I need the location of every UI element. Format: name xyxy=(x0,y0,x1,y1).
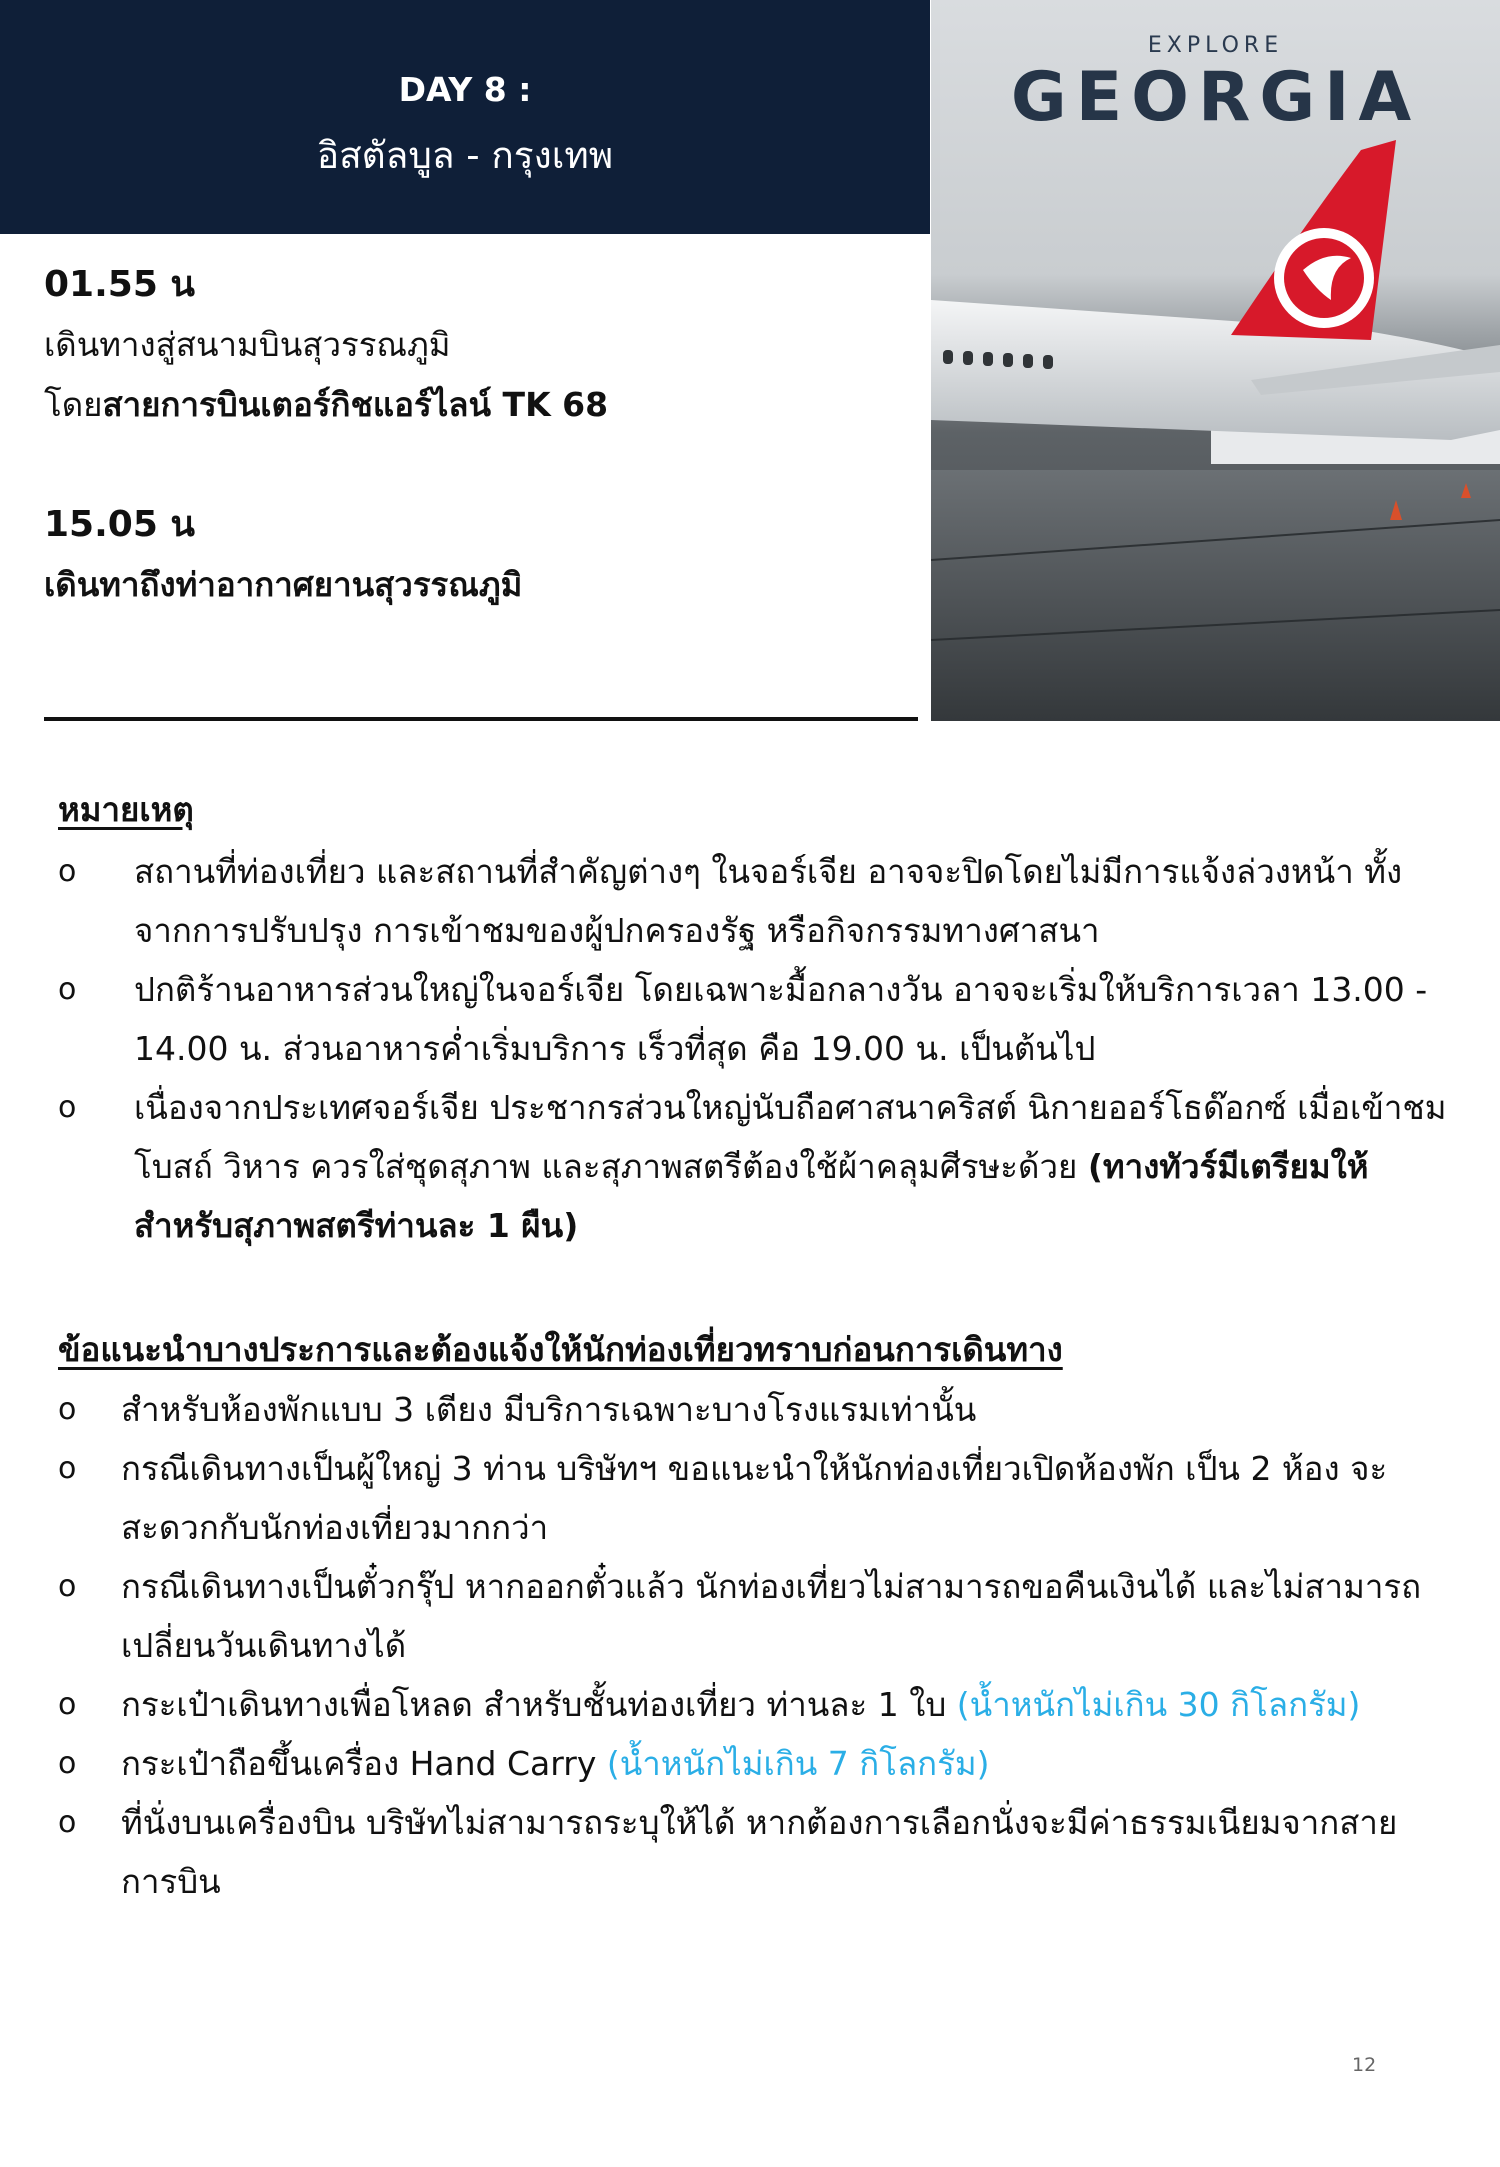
section-divider xyxy=(44,717,918,721)
tip-text: สำหรับห้องพักแบบ 3 เตียง มีบริการเฉพาะบางโรงแรมเท่านั้น xyxy=(121,1390,977,1429)
tip-text: กรณีเดินทางเป็นผู้ใหญ่ 3 ท่าน บริษัทฯ ขอแนะนำให้นักท่องเที่ยวเปิดห้องพัก เป็น 2 ห้อง จะสะดวกกับนักท่องเที่ยวมากกว่า xyxy=(121,1449,1388,1547)
tip-text: ที่นั่งบนเครื่องบิน บริษัทไม่สามารถระบุให้ได้ หากต้องการเลือกนั่งจะมีค่าธรรมเนียมจากสายการบิน xyxy=(121,1803,1398,1901)
bullet-circle-icon: o xyxy=(58,1451,77,1486)
schedule-text: เดินทาถึงท่าอากาศยานสุวรรณภูมิ xyxy=(44,565,523,604)
airline-name: สายการบินเตอร์กิชแอร์ไลน์ TK 68 xyxy=(102,385,609,424)
schedule-prefix: โดย xyxy=(44,385,103,424)
note-text: สถานที่ท่องเที่ยว และสถานที่สำคัญต่างๆ ในจอร์เจีย อาจจะปิดโดยไม่มีการแจ้งล่วงหน้า ทั้งจากการปรับปรุง การเข้าชมของผู้ปกครองรัฐ หรือกิจกรรมทางศาสนา xyxy=(134,852,1403,950)
list-item xyxy=(58,1557,1448,1675)
schedule-time: 15.05 น xyxy=(44,504,196,545)
list-item xyxy=(58,1439,1448,1557)
schedule-airline xyxy=(44,375,904,435)
tip-highlight: (น้ำหนักไม่เกิน 30 กิโลกรัม) xyxy=(956,1685,1361,1724)
tip-highlight: (น้ำหนักไม่เกิน 7 กิโลกรัม) xyxy=(606,1744,990,1783)
day-route: อิสตัลบูล - กรุงเทพ xyxy=(316,134,614,177)
list-item xyxy=(58,1734,1448,1793)
tip-text: กรณีเดินทางเป็นตั๋วกรุ๊ป หากออกตั๋วแล้ว นักท่องเที่ยวไม่สามารถขอคืนเงินได้ และไม่สามารถเปลี่ยนวันเดินทางได้ xyxy=(121,1567,1422,1665)
bullet-circle-icon: o xyxy=(58,972,77,1007)
schedule-text: เดินทางสู่สนามบินสุวรรณภูมิ xyxy=(44,325,451,364)
tip-text: กระเป๋าเดินทางเพื่อโหลด สำหรับชั้นท่องเที่ยว ท่านละ 1 ใบ xyxy=(121,1685,957,1724)
notes-title: หมายเหตุ xyxy=(58,790,194,829)
tip-text: กระเป๋าถือขึ้นเครื่อง Hand Carry xyxy=(121,1744,607,1783)
flight-schedule xyxy=(44,255,904,615)
bullet-circle-icon: o xyxy=(58,1392,77,1427)
bullet-circle-icon: o xyxy=(58,1569,77,1604)
note-text: ปกติร้านอาหารส่วนใหญ่ในจอร์เจีย โดยเฉพาะมื้อกลางวัน อาจจะเริ่มให้บริการเวลา 13.00 - 14.00 น. ส่วนอาหารค่ำเริ่มบริการ เร็วที่สุด คือ 19.00 น. เป็นต้นไป xyxy=(134,970,1428,1068)
note-text: เนื่องจากประเทศจอร์เจีย ประชากรส่วนใหญ่นับถือศาสนาคริสต์ นิกายออร์โธด๊อกซ์ เมื่อเข้าชมโบสถ์ วิหาร ควรใส่ชุดสุภาพ และสุภาพสตรีต้องใช้ผ้าคลุมศีรษะด้วย xyxy=(134,1088,1447,1186)
page-number: 12 xyxy=(1352,2054,1377,2076)
tips-title: ข้อแนะนำบางประการและต้องแจ้งให้นักท่องเที่ยวทราบก่อนการเดินทาง xyxy=(58,1330,1063,1369)
list-item xyxy=(58,1675,1448,1734)
bullet-circle-icon: o xyxy=(58,1746,77,1781)
list-item xyxy=(58,960,1448,1078)
notes-list xyxy=(58,842,1448,1255)
list-item xyxy=(58,1380,1448,1439)
day-title: DAY 8 : xyxy=(398,70,532,109)
bullet-circle-icon: o xyxy=(58,1090,77,1125)
list-item xyxy=(58,842,1448,960)
note-bold-text: (ทางทัวร์มีเตรียมให้สำหรับสุภาพสตรีท่านละ 1 ผืน) xyxy=(134,1147,1369,1245)
bullet-circle-icon: o xyxy=(58,1687,77,1722)
bullet-circle-icon: o xyxy=(58,854,77,889)
georgia-logo: GEORGIA xyxy=(1010,58,1421,137)
explore-label: EXPLORE xyxy=(1147,33,1284,58)
tips-list xyxy=(58,1380,1448,1911)
list-item xyxy=(58,1793,1448,1911)
list-item xyxy=(58,1078,1448,1255)
airplane-photo xyxy=(931,0,1500,721)
day-header xyxy=(0,0,930,234)
bullet-circle-icon: o xyxy=(58,1805,77,1840)
schedule-time: 01.55 น xyxy=(44,264,196,305)
